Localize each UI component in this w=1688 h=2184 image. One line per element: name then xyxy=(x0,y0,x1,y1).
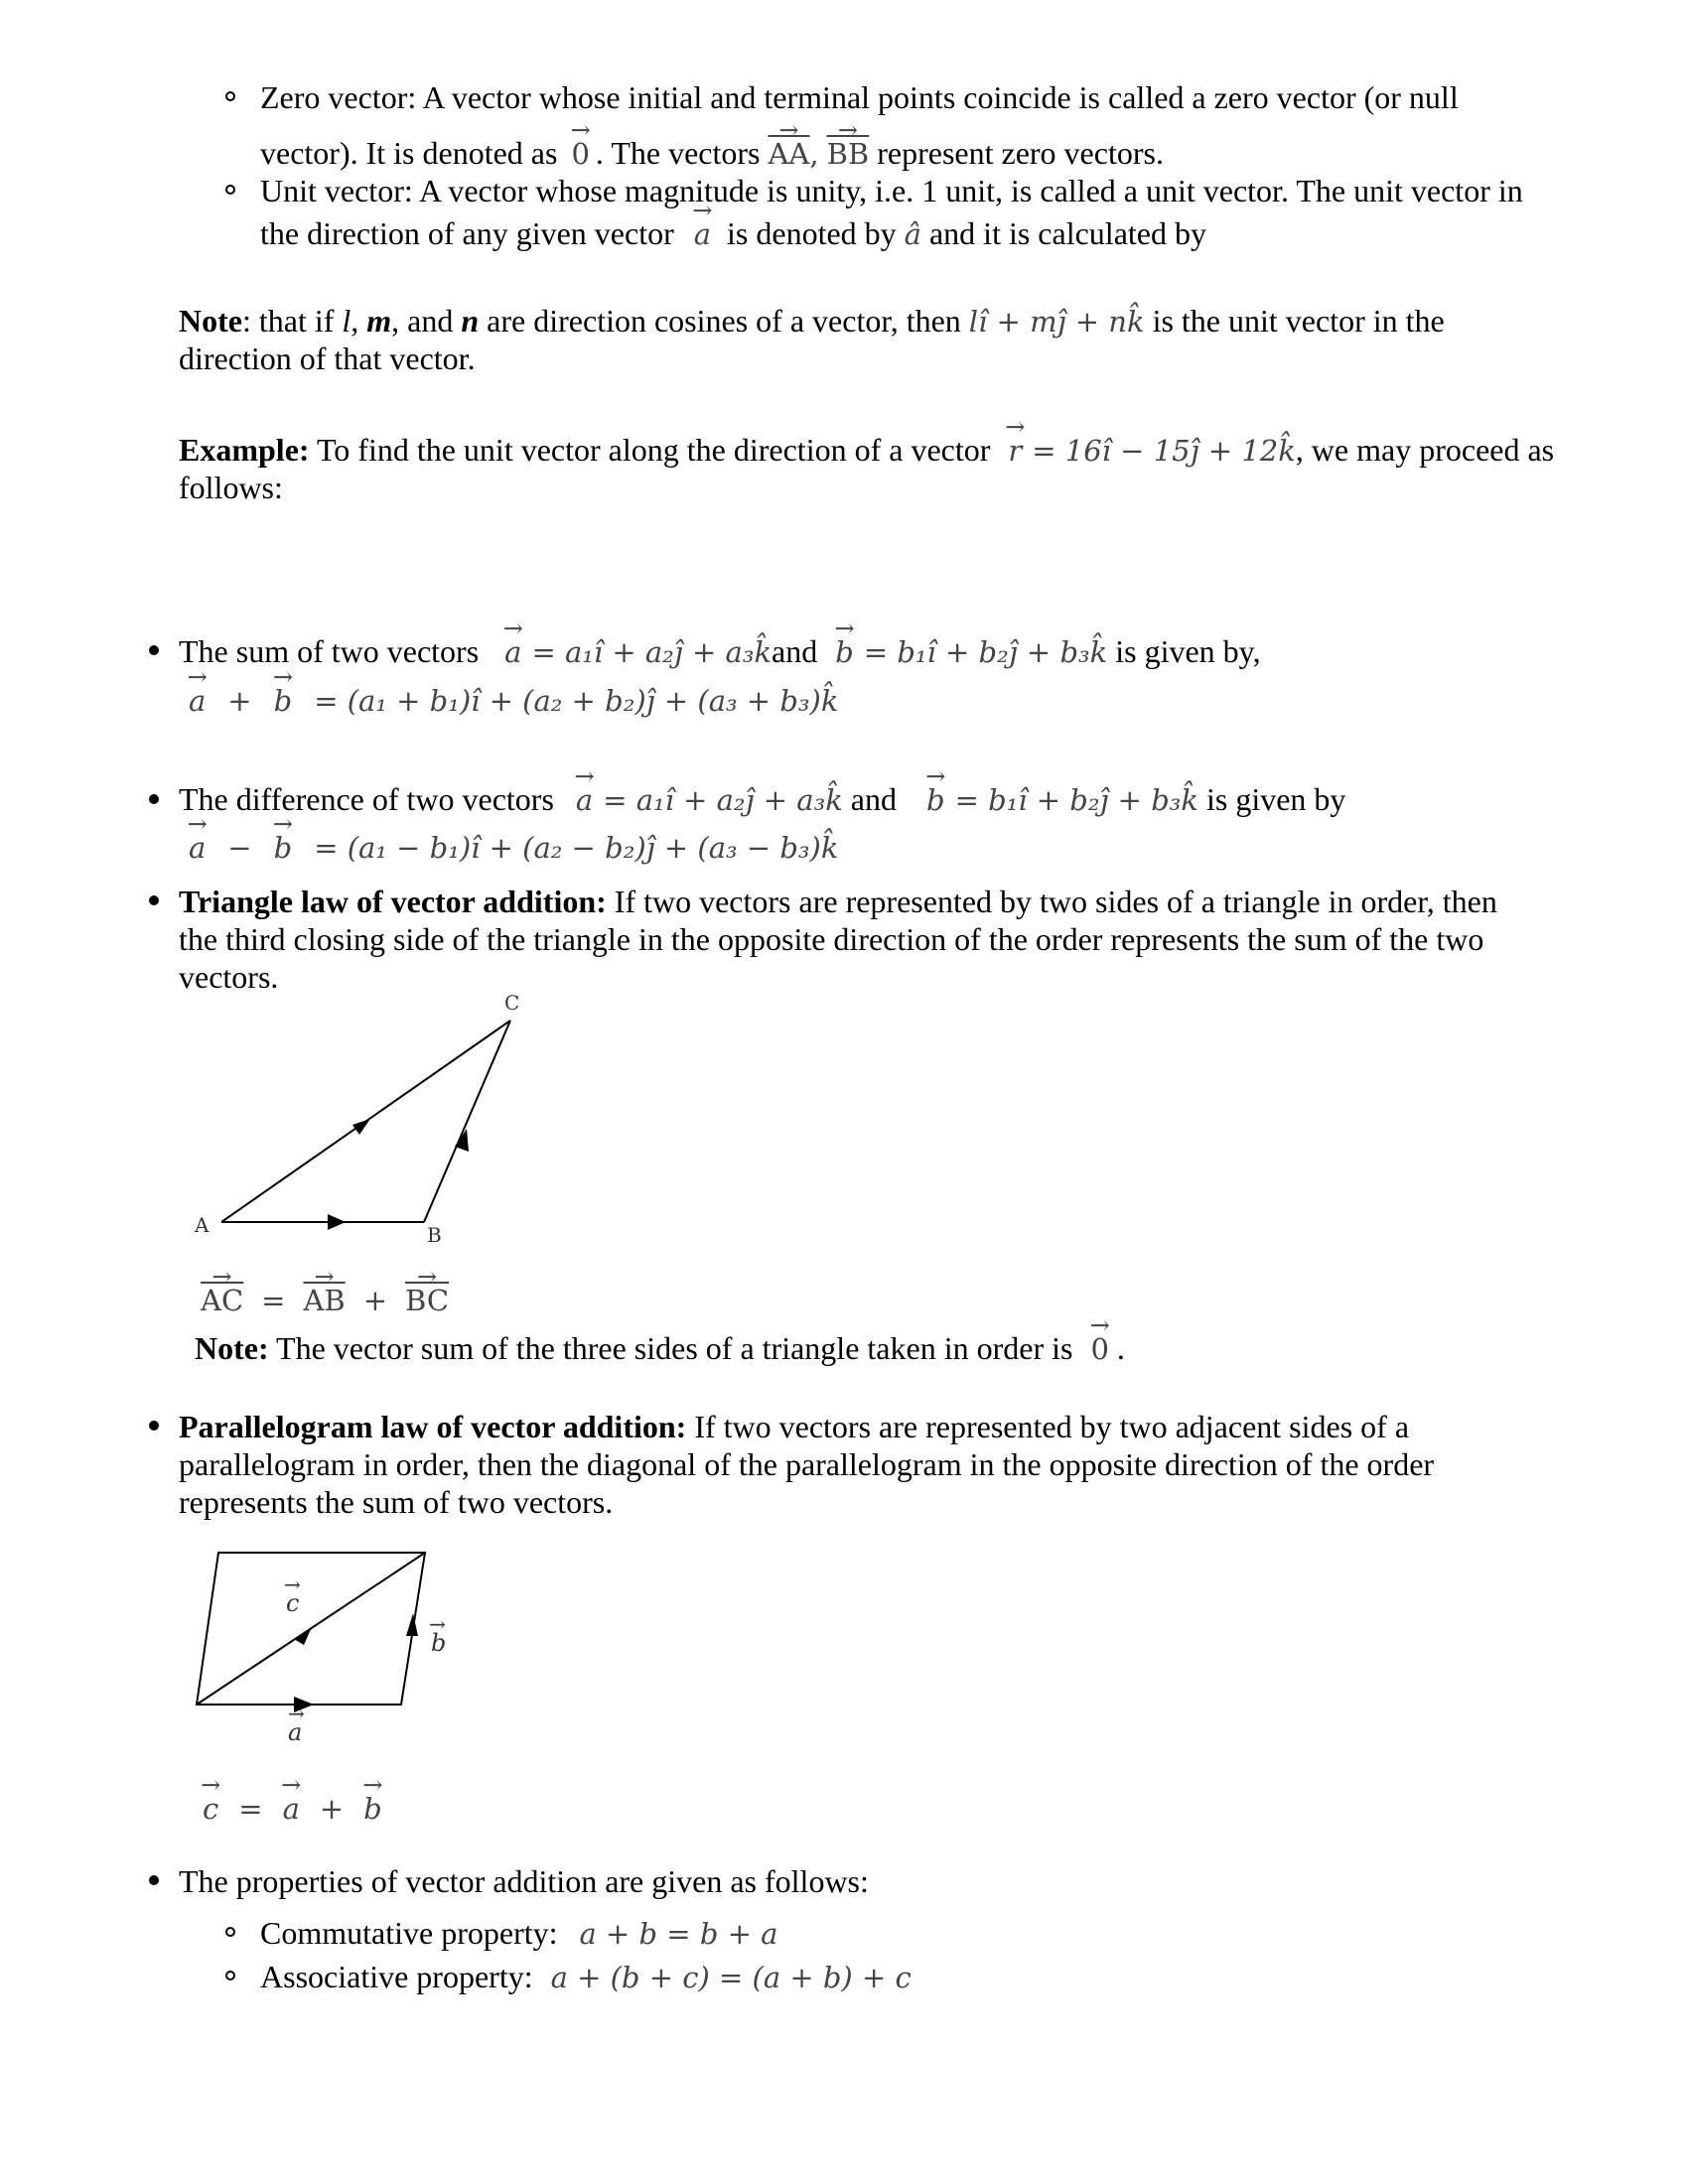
sub-bullet xyxy=(225,1927,235,1937)
var-n: n xyxy=(461,303,480,339)
bullet xyxy=(149,794,159,804)
triangle-note-label: Note: xyxy=(195,1330,269,1366)
difference-line1: The difference of two vectors → a = a₁î + a₂ĵ + a₃k̂ and → b = b₁î + b₂ĵ + b₃k̂ is given by xyxy=(179,780,1345,819)
unit-vector-line2 xyxy=(260,214,1206,253)
difference-b-definition: = b₁î + b₂ĵ + b₃k̂ xyxy=(954,783,1198,817)
commutative-formula: a + b = b + a xyxy=(579,1917,778,1951)
sum-a-definition: = a₁î + a₂ĵ + a₃k̂ xyxy=(531,635,773,669)
bullet xyxy=(149,645,159,655)
arrow-ac xyxy=(352,1119,370,1135)
triangle-law-label: Triangle law of vector addition: xyxy=(179,884,607,919)
note-direction-cosines-line2: direction of that vector. xyxy=(179,341,476,376)
bullet xyxy=(149,1875,159,1885)
zero-vector-symbol: → 0 xyxy=(1090,1330,1108,1368)
example-line2: follows: xyxy=(179,470,283,505)
sum-line1: The sum of two vectors → a = a₁î + a₂ĵ + a₃k̂and → b = b₁î + b₂ĵ + b₃k̂ is given by, xyxy=(179,632,1261,671)
example-text-end: , we may proceed as xyxy=(1295,432,1555,468)
zero-vector-line1: Zero vector: A vector whose initial and terminal points coincide is called a zero vector (or null xyxy=(260,79,1459,115)
vector-r-symbol: → r xyxy=(1008,432,1022,470)
note-text-end: is the unit vector in the xyxy=(1152,303,1445,339)
eq-vector-ab: → $\overline{AB}$ xyxy=(303,1282,345,1319)
sum-and: and xyxy=(772,633,818,669)
note-and: and xyxy=(407,303,454,339)
zero-vector-text-end: represent zero vectors. xyxy=(877,135,1164,171)
example-label: Example: xyxy=(179,432,310,468)
triangle-law-line3: vectors. xyxy=(179,959,279,995)
note-text-start: : that if xyxy=(241,303,335,339)
unit-vector-text-start: the direction of any given vector xyxy=(260,215,674,251)
parallelogram-law-line1: Parallelogram law of vector addition: If two vectors are represented by two adjacent sides of a xyxy=(179,1409,1410,1444)
label-c: c xyxy=(286,1589,300,1617)
zero-vector-symbol: → 0 xyxy=(571,135,589,173)
difference-result-formula: → a − → b = (a₁ − b₁)î + (a₂ − b₂)ĵ + (a₃ − b₃)k̂ xyxy=(189,828,838,867)
associative-label: Associative property: xyxy=(260,1959,533,1994)
triangle-diagram xyxy=(189,988,546,1246)
parallelogram-diagram xyxy=(189,1544,477,1742)
eq-vector-a: → a xyxy=(283,1790,300,1828)
var-l: l xyxy=(342,303,352,339)
vertex-b-label: B xyxy=(427,1223,442,1246)
zero-vector-line2: vector). It is denoted as → 0 . The vectors → $\overline{AA}$, → $\overline{BB}$ represent zero vectors. xyxy=(260,134,1164,173)
parallelogram-law-label: Parallelogram law of vector addition: xyxy=(179,1409,687,1444)
parallelogram-law-line3: represents the sum of two vectors. xyxy=(179,1484,614,1520)
triangle-law-line2: the third closing side of the triangle in the opposite direction of the order represents the sum of the two xyxy=(179,921,1484,957)
note-label: Note xyxy=(179,303,242,339)
arrow-b xyxy=(406,1613,418,1636)
vector-bb: → $\overline{BB}$ xyxy=(827,135,870,173)
parallelogram-equation: → c = → a + → b xyxy=(203,1789,382,1828)
eq-vector-bc: → $\overline{BC}$ xyxy=(405,1282,449,1319)
vector-aa: → $\overline{AA}$ xyxy=(768,135,809,173)
unit-vector-text-end: and it is calculated by xyxy=(928,215,1206,251)
triangle-equation: → $\overline{AC}$ = → $\overline{AB}$ + → $\overline{BC}$ xyxy=(201,1281,449,1319)
label-b: b xyxy=(431,1629,447,1657)
difference-and: and xyxy=(850,781,897,817)
difference-result: = (a₁ − b₁)î + (a₂ − b₂)ĵ + (a₃ − b₃)k̂ xyxy=(314,831,839,865)
triangle-note: Note: The vector sum of the three sides of a triangle taken in order is → 0 . xyxy=(195,1329,1125,1368)
sum-result-formula: → a + → b = (a₁ + b₁)î + (a₂ + b₂)ĵ + (a₃ + b₃)k̂ xyxy=(189,681,838,720)
zero-vector-text-mid: . The vectors xyxy=(595,135,761,171)
label-c-arrow: → xyxy=(284,1572,301,1596)
sum-result: = (a₁ + b₁)î + (a₂ + b₂)ĵ + (a₃ + b₃)k̂ xyxy=(314,684,839,718)
label-a: a xyxy=(288,1718,303,1742)
vertex-c-label: C xyxy=(504,991,520,1015)
label-a-arrow: → xyxy=(288,1702,305,1725)
eq-vector-b: → b xyxy=(363,1790,382,1828)
sum-text-start: The sum of two vectors xyxy=(179,633,480,669)
eq-vector-ac: → $\overline{AC}$ xyxy=(201,1282,243,1319)
vector-a-symbol: → a xyxy=(694,215,711,253)
bullet xyxy=(149,1421,159,1431)
sum-b-definition: = b₁î + b₂ĵ + b₃k̂ xyxy=(863,635,1108,669)
properties-intro: The properties of vector addition are given as follows: xyxy=(179,1863,869,1899)
difference-a-definition: = a₁î + a₂ĵ + a₃k̂ xyxy=(603,783,843,817)
var-m: m xyxy=(366,303,392,339)
triangle-law-line1: Triangle law of vector addition: If two vectors are represented by two sides of a triangle in order, then xyxy=(179,884,1497,919)
arrow-c xyxy=(294,1627,312,1645)
a-hat-symbol: â xyxy=(904,217,921,251)
sub-bullet xyxy=(225,91,235,101)
associative-formula: a + (b + c) = (a + b) + c xyxy=(550,1961,912,1994)
unit-vector-text-mid: is denoted by xyxy=(727,215,897,251)
commutative-property xyxy=(260,1914,777,1953)
eq-vector-c: → c xyxy=(203,1790,218,1828)
direction-cosine-formula: lî + mĵ + nk̂ xyxy=(968,305,1145,339)
note-text-mid: are direction cosines of a vector, then xyxy=(487,303,961,339)
parallelogram-law-line2: parallelogram in order, then the diagonal of the parallelogram in the opposite direction of the order xyxy=(179,1446,1435,1482)
sub-bullet xyxy=(225,185,235,195)
bullet xyxy=(149,895,159,905)
sum-text-end: is given by, xyxy=(1115,633,1261,669)
difference-text-end: is given by xyxy=(1205,781,1346,817)
zero-vector-text-start: vector). It is denoted as xyxy=(260,135,558,171)
vertex-a-label: A xyxy=(195,1213,210,1237)
vector-r-formula: = 16î − 15ĵ + 12k̂ xyxy=(1032,434,1296,468)
note-direction-cosines-line1: Note: that if l, m, and n are direction cosines of a vector, then lî + mĵ + nk̂ is the unit vector in the xyxy=(179,303,1445,339)
arrow-ab xyxy=(328,1214,346,1230)
example-text-start: To find the unit vector along the direction of a vector xyxy=(316,432,991,468)
difference-text-start: The difference of two vectors xyxy=(179,781,554,817)
associative-property xyxy=(260,1958,912,1996)
label-b-arrow: → xyxy=(429,1612,446,1636)
commutative-label: Commutative property: xyxy=(260,1915,558,1951)
unit-vector-line1: Unit vector: A vector whose magnitude is unity, i.e. 1 unit, is called a unit vector. The unit vector in xyxy=(260,173,1523,208)
sub-bullet xyxy=(225,1971,235,1980)
example-line1 xyxy=(179,431,1554,470)
